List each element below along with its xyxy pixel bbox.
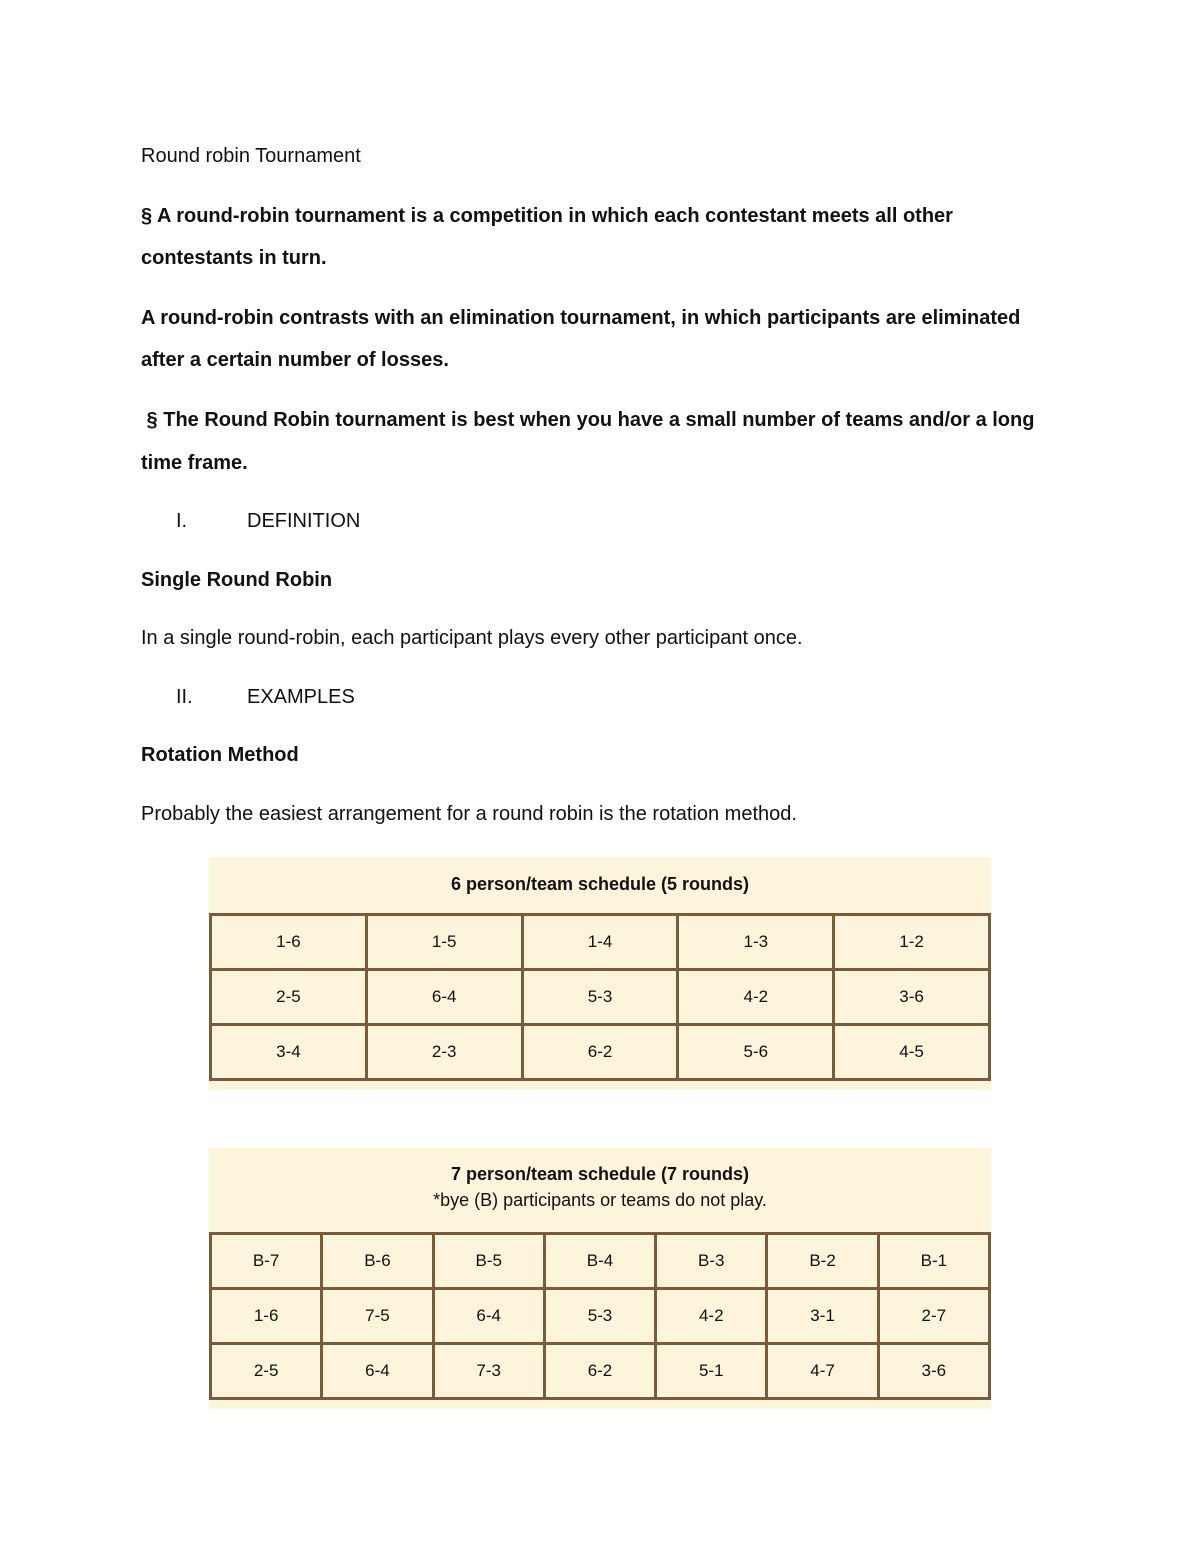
table-cell: 2-7: [878, 1289, 989, 1344]
table-cell: 6-4: [366, 970, 522, 1025]
seven-team-schedule-note: *bye (B) participants or teams do not play.: [433, 1190, 767, 1210]
table-cell: 3-6: [878, 1344, 989, 1399]
table-cell: 3-1: [767, 1289, 878, 1344]
table-cell: 2-3: [366, 1025, 522, 1080]
section-2-number: II.: [176, 686, 193, 708]
table-row: [211, 1289, 990, 1344]
table-cell: 2-5: [211, 970, 367, 1025]
six-team-schedule-table: [209, 913, 991, 1081]
table-cell: B-1: [878, 1234, 989, 1289]
table-cell: 2-5: [211, 1344, 322, 1399]
paragraph-1-line-2: contestants in turn.: [141, 247, 327, 269]
six-team-schedule: [209, 857, 991, 1090]
six-team-schedule-caption: [209, 857, 991, 897]
table-cell: 4-2: [678, 970, 834, 1025]
table-cell: B-3: [656, 1234, 767, 1289]
paragraph-2-line-2: after a certain number of losses.: [141, 349, 449, 371]
paragraph-2-line-1: A round-robin contrasts with an elimination tournament, in which participants are eliminated: [141, 307, 1021, 329]
section-1-title: DEFINITION: [247, 510, 361, 532]
table-row: [211, 1234, 990, 1289]
paragraph-3-line-2: time frame.: [141, 452, 248, 474]
seven-team-schedule: [209, 1148, 991, 1409]
table-cell: 6-2: [544, 1344, 655, 1399]
table-cell: 3-4: [211, 1025, 367, 1080]
subheading-single-round-robin: Single Round Robin: [141, 569, 333, 591]
section-2-title: EXAMPLES: [247, 686, 355, 708]
table-cell: 7-3: [433, 1344, 544, 1399]
table-row: [211, 915, 990, 970]
six-team-schedule-title: 6 person/team schedule (5 rounds): [450, 874, 750, 894]
table-row: [211, 970, 990, 1025]
table-cell: 5-6: [678, 1025, 834, 1080]
table-cell: 1-2: [834, 915, 990, 970]
table-cell: 6-4: [433, 1289, 544, 1344]
table-cell: B-7: [211, 1234, 322, 1289]
seven-team-schedule-table: [209, 1232, 991, 1400]
definition-text: In a single round-robin, each participant plays every other participant once.: [141, 627, 803, 649]
table-cell: 4-5: [834, 1025, 990, 1080]
table-cell: 1-6: [211, 915, 367, 970]
table-cell: 1-5: [366, 915, 522, 970]
table-cell: 1-3: [678, 915, 834, 970]
table-cell: B-5: [433, 1234, 544, 1289]
table-cell: 7-5: [322, 1289, 433, 1344]
table-cell: 5-3: [522, 970, 678, 1025]
table-cell: 4-2: [656, 1289, 767, 1344]
section-1-number: I.: [176, 510, 188, 532]
table-cell: 5-1: [656, 1344, 767, 1399]
paragraph-1-line-1: § A round-robin tournament is a competition in which each contestant meets all other: [141, 205, 953, 227]
table-cell: 6-2: [522, 1025, 678, 1080]
table-cell: 3-6: [834, 970, 990, 1025]
paragraph-3-line-1: § The Round Robin tournament is best when you have a small number of teams and/or a long: [141, 409, 1035, 431]
table-cell: B-4: [544, 1234, 655, 1289]
table-cell: 1-6: [211, 1289, 322, 1344]
seven-team-schedule-title: 7 person/team schedule (7 rounds): [450, 1164, 750, 1184]
subheading-rotation-method: Rotation Method: [141, 744, 299, 766]
table-cell: 1-4: [522, 915, 678, 970]
table-cell: 4-7: [767, 1344, 878, 1399]
document-title: Round robin Tournament: [141, 145, 361, 167]
table-cell: 6-4: [322, 1344, 433, 1399]
examples-text: Probably the easiest arrangement for a round robin is the rotation method.: [141, 803, 797, 825]
table-row: [211, 1025, 990, 1080]
table-cell: 5-3: [544, 1289, 655, 1344]
table-cell: B-2: [767, 1234, 878, 1289]
table-cell: B-6: [322, 1234, 433, 1289]
seven-team-schedule-caption: [209, 1148, 991, 1213]
table-row: [211, 1344, 990, 1399]
